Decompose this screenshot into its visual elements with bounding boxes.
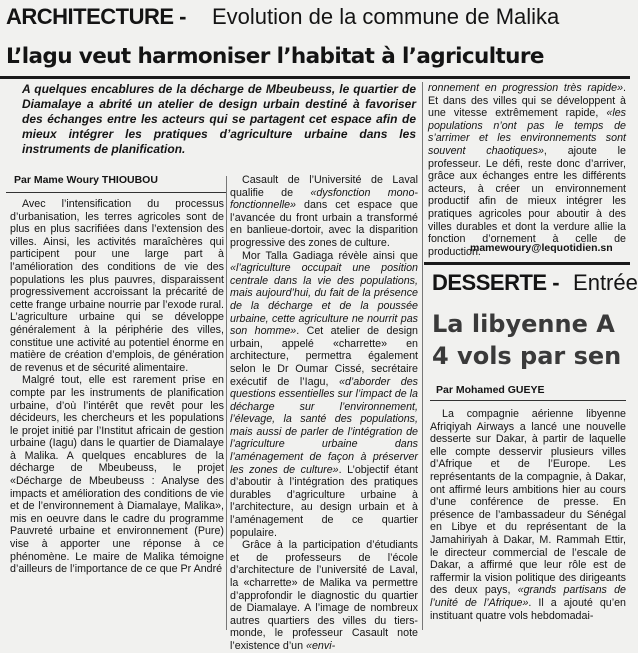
- author-email: mamewoury@lequotidien.sn: [470, 242, 613, 254]
- article2-byline: Par Mohamed GUEYE: [436, 384, 545, 396]
- section-rubric: DESSERTE -: [432, 270, 560, 295]
- headline-rule: [0, 76, 630, 79]
- byline-rule: [430, 400, 626, 401]
- column-divider: [226, 176, 227, 630]
- paragraph: La compagnie aérienne libyenne Afriqiyah Airways a lancé une nouvelle desserte sur Dakar, à partir de laquelle elle compte desservir plusieurs villes d’Afrique et de l’Europe. Les représentants de la compagnie, à Dakar, ont affirmé leurs ambitions hier au cours d’une conférence de presse. En présence de l’ambassadeur du Sénégal en Libye et du représentant de la Jamahiriyah à Dakar, M. Rammah Ettir, le directeur commercial de l’escale de Dakar, a affirmé que leur rôle est de raffermir la vision politique des dirigeants des deux pays, «grands partisans de l’unité de l’Afrique». Il a ajouté qu’en instituant quatre vols hebdomadai-: [430, 408, 626, 622]
- article2-headline: La libyenne A 4 vols par sen: [432, 310, 622, 370]
- article-lead: A quelques encablures de la décharge de Mbeubeuss, le quartier de Diamalaye a abrité un atelier de design urbain destiné à favoriser des échanges entre les acteurs qui se partagent cet espace afin de mieux intégrer les pratiques d’agriculture urbaine dans les instruments de planification.: [22, 82, 416, 156]
- article2-column: [430, 408, 626, 632]
- paragraph: Avec l’intensification du processus d’urbanisation, les terres agricoles sont de plus en plus sacrifiées dans l’extension des villes. Ainsi, les activités maraîchères qui participent pour une large part à l’amélioration des conditions de vie des populations les plus pauvres, disparaissent progressivement accroissant la précarité de cette frange urbaine nourrie par l’exode rural. L’agriculture urbaine qui se développe généralement à la périphérie des villes, constitue une activité au potentiel énorme en matière de création d’emplois, de génération de revenus et de sécurité alimentaire.: [10, 198, 224, 374]
- section-rubric: ARCHITECTURE -: [6, 4, 186, 29]
- byline-rule: [6, 192, 226, 193]
- article-column-3: [428, 82, 626, 262]
- article-headline: L’lagu veut harmoniser l’habitat à l’agriculture: [6, 44, 544, 69]
- article2-kicker: [432, 270, 638, 300]
- section-subject: Evolution de la commune de Malika: [212, 4, 560, 29]
- article-byline: Par Mame Woury THIOUBOU: [14, 174, 158, 186]
- paragraph: Malgré tout, elle est rarement prise en compte par les instruments de planification urbaine, d’où l’intérêt que revêt pour les décideurs, les chercheurs et les populations le projet initié par l’Institut africain de gestion urbaine (Iagu) dans le quartier de Diamalaye à Malika. A quelques encablures de la décharge de Mbeubeuss, le projet «Décharge de Mbeubeuss : Analyse des impacts et amélioration des conditions de vie et de l’environnement à Diamalaye, Malika», mis en oeuvre dans le cadre du programme Pauvreté urbaine et environnement (Pure) vise à apporter une réponse à ce phénomène. Le maire de Malika témoigne d’ailleurs de l’importance de ce que Pr André: [10, 374, 224, 576]
- column-divider: [422, 82, 423, 630]
- section-subject: Entrée: [573, 270, 638, 295]
- article-column-2: [230, 174, 418, 652]
- section-rule: [424, 262, 630, 265]
- paragraph: Mor Talla Gadiaga révèle ainsi que «l’agriculture occupait une position centrale dans la vie des populations, mais aujourd’hui, du fait de la présence de la décharge et de la poussée urbaine, cette agriculture ne nourrit pas son homme». Cet atelier de design urbain, appelé «charrette» en architecture, permettra également selon le Dr Oumar Cissé, secrétaire exécutif de l’Iagu, «d’aborder des questions essentielles sur l’impact de la décharge sur l’environnement, l’élevage, la santé des populations, mais aussi de parler de l’intégration de l’agriculture urbaine dans l’aménagement de façon à préserver les zones de culture». L’objectif étant d’aboutir à l’intégration des pratiques durables d’agriculture urbaine à l’architecture, au design urbain et à l’aménagement de ce quartier populaire.: [230, 249, 418, 539]
- paragraph: Grâce à la participation d’étudiants et de professeurs de l’école d’architecture de l’université de Laval, la «charrette» de Malika va permettre d’approfondir le diagnostic du quartier de Diamalaye. A l’image de nombreux autres quartiers des villes du tiers-monde, le professeur Casault note l’existence d’un «envi-: [230, 539, 418, 652]
- paragraph: ronnement en progression très rapide». Et dans des villes qui se développent à une vitesse extrêmement rapide, «les populations n’ont pas le temps de s’arrimer et les environnements sont souvent chaotiques», ajoute le professeur. Le défi, reste donc d’arriver, grâce aux échanges entre les différents acteurs, à créer un environnement productif afin de mieux intégrer les pratiques agricoles pour aboutir à des villes durables et dont la verdure allie la fonction d’ornement à celle de production.: [428, 82, 626, 258]
- paragraph: Casault de l’Université de Laval qualifie de «dysfonction mono-fonctionnelle» dans cet espace que l’avancée du front urbain a transformé en banlieue-dortoir, avec la disparition progressive des zones de culture.: [230, 174, 418, 249]
- article-kicker: [6, 4, 630, 34]
- article-column-1: [10, 198, 224, 630]
